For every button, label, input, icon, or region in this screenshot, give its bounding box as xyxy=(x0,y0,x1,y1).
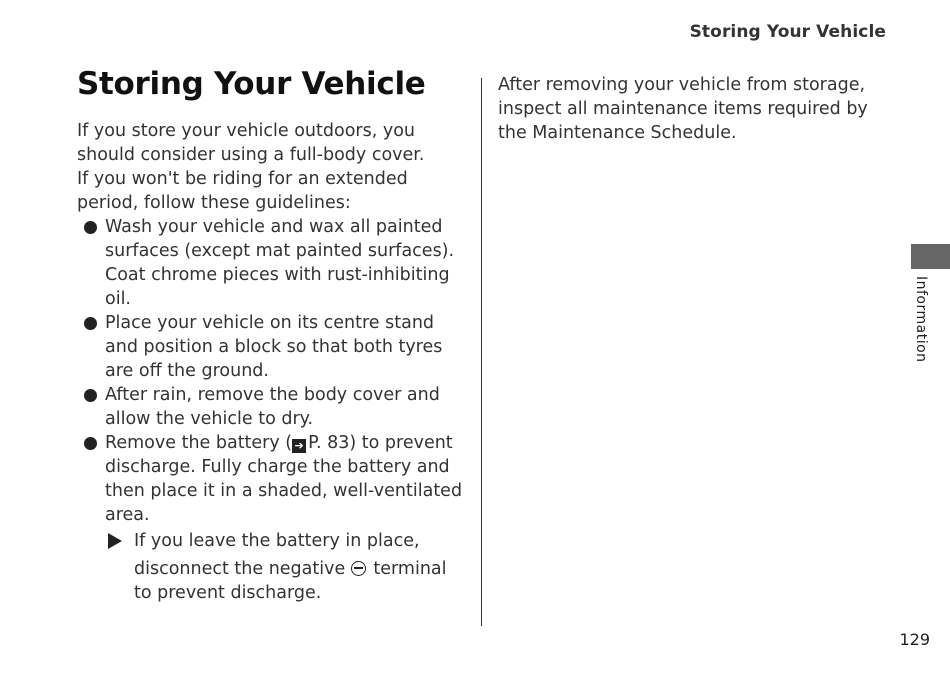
guideline-text-after-ref: ) to prevent discharge. Fully charge the battery and then place it in a shaded, well-ventilated area. xyxy=(105,433,463,525)
guideline-text: Place your vehicle on its centre stand and position a block so that both tyres are off the ground. xyxy=(105,313,443,381)
sub-note-line-2 xyxy=(134,557,469,605)
page-reference-link[interactable]: P. 83 xyxy=(308,433,350,453)
guideline-item-wash xyxy=(77,215,469,311)
right-column xyxy=(498,73,883,145)
sub-note-line-1: If you leave the battery in place, xyxy=(134,531,420,551)
filled-circle-icon xyxy=(84,221,97,234)
intro-paragraph-2: If you won't be riding for an extended period, follow these guidelines: xyxy=(77,169,408,213)
guideline-item-stand xyxy=(77,311,469,383)
page-number: 129 xyxy=(899,630,930,649)
guideline-text-before-ref: Remove the battery ( xyxy=(105,433,293,453)
guideline-item-battery xyxy=(77,431,469,605)
minus-circle-icon xyxy=(351,561,366,576)
intro-paragraph-1: If you store your vehicle outdoors, you should consider using a full-body cover. xyxy=(77,121,425,165)
guideline-item-rain xyxy=(77,383,469,431)
guideline-list xyxy=(77,215,469,605)
column-divider xyxy=(481,78,482,626)
guideline-text: After rain, remove the body cover and allow the vehicle to dry. xyxy=(105,385,440,429)
section-title: Storing Your Vehicle xyxy=(77,66,426,102)
storage-removal-paragraph: After removing your vehicle from storage, inspect all maintenance items required by the Maintenance Schedule. xyxy=(498,75,868,143)
battery-sub-note xyxy=(105,529,469,605)
page-reference-arrow-icon: ➔ xyxy=(292,439,306,453)
sub-note-text-before-icon: disconnect the negative xyxy=(134,559,346,579)
sub-note-text-after-icon: terminal to prevent discharge. xyxy=(134,559,447,603)
filled-circle-icon xyxy=(84,317,97,330)
section-tab-marker xyxy=(911,244,950,269)
filled-circle-icon xyxy=(84,437,97,450)
running-header-title: Storing Your Vehicle xyxy=(689,22,886,42)
filled-circle-icon xyxy=(84,389,97,402)
triangle-arrow-icon xyxy=(108,533,122,549)
left-column xyxy=(77,119,469,605)
guideline-text: Wash your vehicle and wax all painted surfaces (except mat painted surfaces). Coat chrome pieces with rust-inhibiting oil. xyxy=(105,217,455,309)
section-tab-label: Information xyxy=(913,276,929,363)
